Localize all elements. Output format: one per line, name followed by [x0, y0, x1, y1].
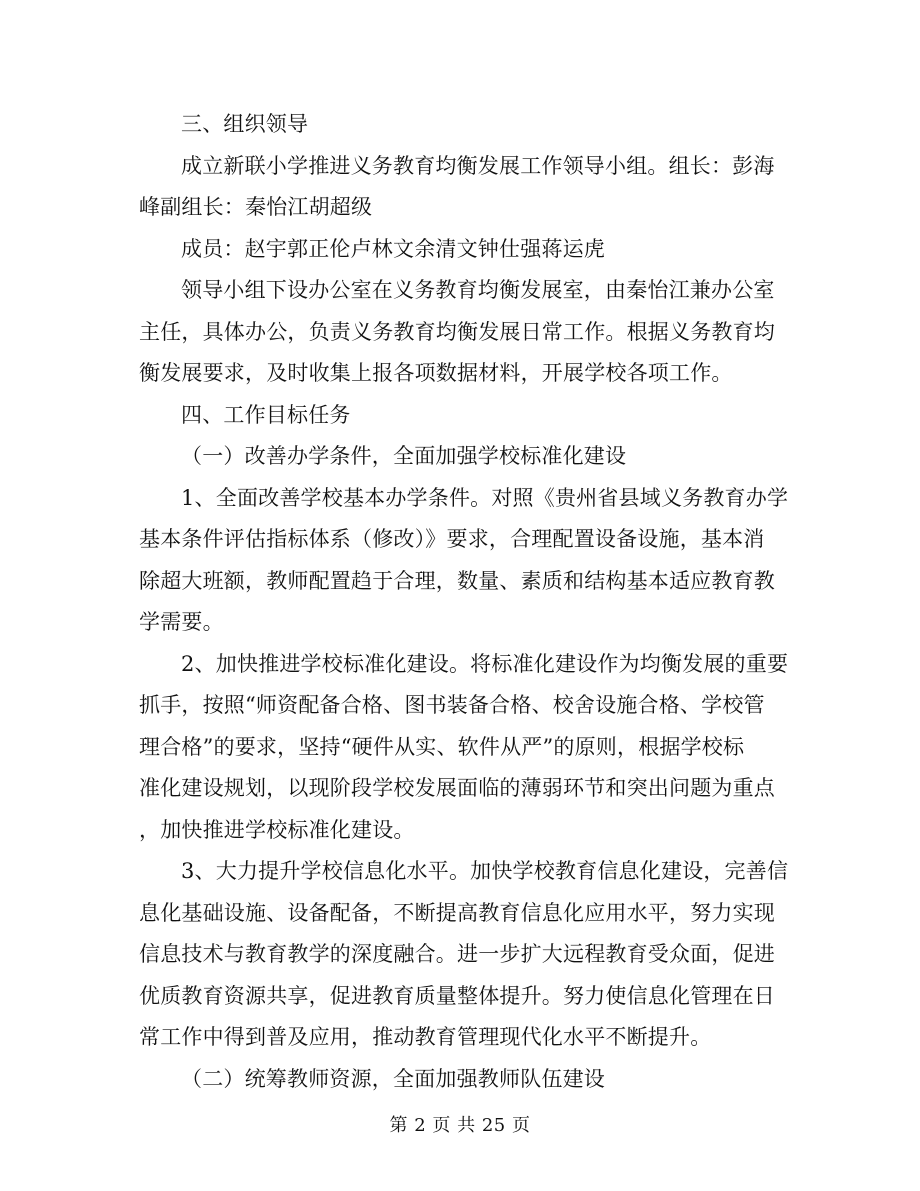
- paragraph-line: ，加快推进学校标准化建设。: [139, 817, 415, 842]
- paragraph-line: 成员：赵宇郭正伦卢林文余清文钟仕强蒋运虎: [181, 236, 605, 261]
- page-footer: [0, 1114, 920, 1138]
- subsection-heading-teachers: （二）统筹教师资源，全面加强教师队伍建设: [181, 1066, 605, 1091]
- paragraph-line: 基本条件评估指标体系（修改）》要求，合理配置设备设施，基本消: [139, 527, 765, 551]
- paragraph-line: 衡发展要求，及时收集上报各项数据材料，开展学校各项工作。: [139, 361, 733, 385]
- paragraph-line: 领导小组下设办公室在义务教育均衡发展室，由秦怡江兼办公室: [181, 278, 775, 302]
- section-heading-organization: 三、组织领导: [181, 112, 309, 136]
- paragraph-line: 息化基础设施、设备配备，不断提高教育信息化应用水平，努力实现: [139, 900, 775, 925]
- paragraph-line: 信息技术与教育教学的深度融合。进一步扩大远程教育受众面，促进: [139, 942, 775, 966]
- paragraph-line: 2、加快推进学校标准化建设。将标准化建设作为均衡发展的重要: [181, 651, 789, 676]
- paragraph-line: 除超大班额，教师配置趋于合理，数量、素质和结构基本适应教育教: [139, 568, 775, 593]
- page-number-label: 第 2 页 共 25 页: [389, 1115, 531, 1136]
- paragraph-line: 1、全面改善学校基本办学条件。对照《贵州省县域义务教育办学: [181, 485, 789, 510]
- document-body: [139, 104, 789, 1100]
- paragraph-line: 主任，具体办公，负责义务教育均衡发展日常工作。根据义务教育均: [139, 319, 775, 344]
- subsection-heading-conditions: （一）改善办学条件，全面加强学校标准化建设: [181, 444, 627, 468]
- paragraph-line: 峰副组长：秦怡江胡超级: [139, 195, 373, 219]
- paragraph-line: 优质教育资源共享，促进教育质量整体提升。努力使信息化管理在日: [139, 983, 775, 1008]
- paragraph-line: 学需要。: [139, 610, 224, 634]
- paragraph-line: 3、大力提升学校信息化水平。加快学校教育信息化建设，完善信: [181, 859, 789, 883]
- paragraph-line: 常工作中得到普及应用，推动教育管理现代化水平不断提升。: [139, 1025, 712, 1049]
- paragraph-line: 成立新联小学推进义务教育均衡发展工作领导小组。组长：彭海: [181, 153, 775, 178]
- paragraph-line: 准化建设规划，以现阶段学校发展面临的薄弱环节和突出问题为重点: [139, 776, 775, 800]
- section-heading-goals: 四、工作目标任务: [181, 402, 351, 427]
- paragraph-line: 抓手，按照“师资配备合格、图书装备合格、校舍设施合格、学校管: [139, 693, 765, 717]
- paragraph-line: 理合格”的要求，坚持“硬件从实、软件从严”的原则，根据学校标: [139, 734, 745, 759]
